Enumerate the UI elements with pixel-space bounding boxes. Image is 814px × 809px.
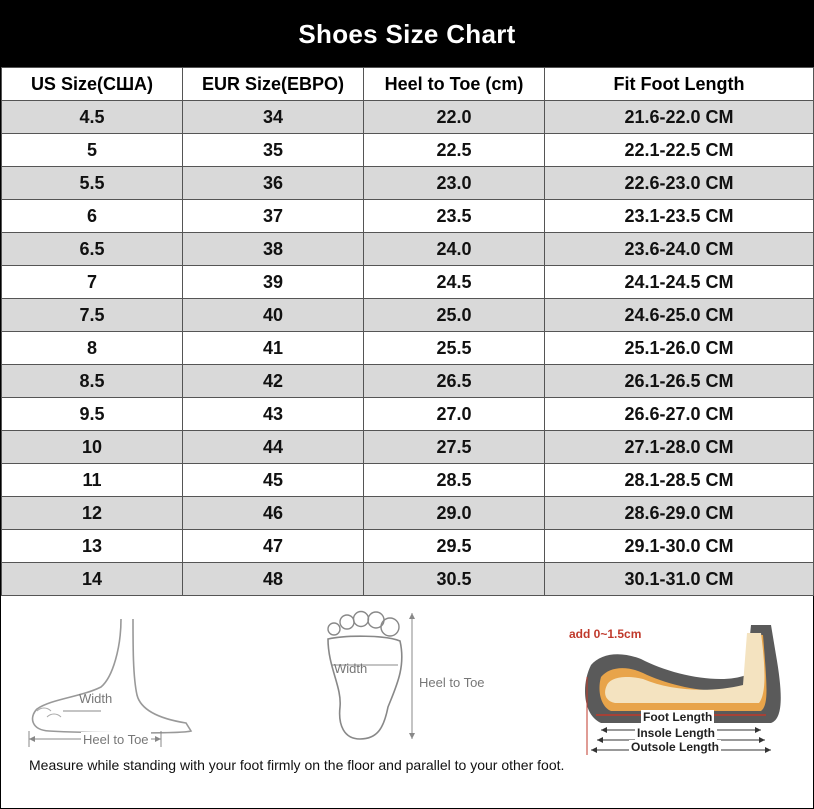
table-row [2,398,814,431]
side-foot-illustration [21,607,201,752]
cell-fit-foot-length: 30.1-31.0 CM [545,563,814,596]
top-foot-outline [328,636,402,739]
cell-eur-size: 34 [183,101,364,134]
table-row [2,563,814,596]
cell-heel-to-toe: 24.5 [364,266,545,299]
table-header-row [2,68,814,101]
cell-heel-to-toe: 25.5 [364,332,545,365]
cell-us-size: 8 [2,332,183,365]
cell-heel-to-toe: 23.5 [364,200,545,233]
cell-fit-foot-length: 24.6-25.0 CM [545,299,814,332]
side-width-label: Width [79,691,113,706]
table-row [2,332,814,365]
cell-eur-size: 36 [183,167,364,200]
cell-us-size: 13 [2,530,183,563]
table-row [2,233,814,266]
side-length-label: Heel to Toe [83,732,149,747]
side-foot-toes [37,708,61,717]
cell-us-size: 8.5 [2,365,183,398]
cell-us-size: 6.5 [2,233,183,266]
cell-us-size: 14 [2,563,183,596]
table-row [2,497,814,530]
cell-heel-to-toe: 29.5 [364,530,545,563]
outsole-length-label: Outsole Length [631,740,719,754]
cell-fit-foot-length: 28.6-29.0 CM [545,497,814,530]
table-row [2,431,814,464]
cell-eur-size: 39 [183,266,364,299]
cell-heel-to-toe: 29.0 [364,497,545,530]
cell-us-size: 12 [2,497,183,530]
foot-length-label: Foot Length [643,710,713,724]
cell-eur-size: 42 [183,365,364,398]
cell-us-size: 5.5 [2,167,183,200]
cell-eur-size: 35 [183,134,364,167]
cell-us-size: 7 [2,266,183,299]
cell-fit-foot-length: 24.1-24.5 CM [545,266,814,299]
table-row [2,200,814,233]
top-length-label: Heel to Toe [419,675,485,690]
cell-eur-size: 45 [183,464,364,497]
cell-heel-to-toe: 24.0 [364,233,545,266]
cell-eur-size: 41 [183,332,364,365]
add-margin-label: add 0~1.5cm [569,627,642,641]
cell-heel-to-toe: 27.5 [364,431,545,464]
cell-eur-size: 47 [183,530,364,563]
cell-fit-foot-length: 26.6-27.0 CM [545,398,814,431]
cell-heel-to-toe: 28.5 [364,464,545,497]
cell-us-size: 7.5 [2,299,183,332]
cell-eur-size: 48 [183,563,364,596]
cell-heel-to-toe: 27.0 [364,398,545,431]
table-body [2,101,814,596]
cell-fit-foot-length: 22.1-22.5 CM [545,134,814,167]
measurement-illustrations [1,597,813,809]
table-row [2,299,814,332]
cell-heel-to-toe: 23.0 [364,167,545,200]
cell-eur-size: 37 [183,200,364,233]
cell-fit-foot-length: 29.1-30.0 CM [545,530,814,563]
cell-fit-foot-length: 28.1-28.5 CM [545,464,814,497]
cell-us-size: 9.5 [2,398,183,431]
table-row [2,101,814,134]
insole-length-label: Insole Length [637,726,715,740]
measure-caption: Measure while standing with your foot firmly on the floor and parallel to your other foot. [29,757,565,773]
table-row [2,134,814,167]
title-bar [1,1,813,67]
chart-title: Shoes Size Chart [298,18,516,49]
cell-eur-size: 46 [183,497,364,530]
top-foot-illustration [316,607,426,747]
cell-heel-to-toe: 25.0 [364,299,545,332]
table-row [2,266,814,299]
header-eur-size: EUR Size(EBPO) [183,68,364,101]
cell-heel-to-toe: 22.5 [364,134,545,167]
cell-heel-to-toe: 22.0 [364,101,545,134]
cell-fit-foot-length: 22.6-23.0 CM [545,167,814,200]
cell-heel-to-toe: 30.5 [364,563,545,596]
table-row [2,167,814,200]
header-us-size: US Size(США) [2,68,183,101]
cell-eur-size: 40 [183,299,364,332]
cell-fit-foot-length: 25.1-26.0 CM [545,332,814,365]
cell-eur-size: 43 [183,398,364,431]
cell-eur-size: 44 [183,431,364,464]
cell-us-size: 4.5 [2,101,183,134]
cell-us-size: 5 [2,134,183,167]
table-row [2,530,814,563]
cell-fit-foot-length: 21.6-22.0 CM [545,101,814,134]
header-heel-to-toe: Heel to Toe (cm) [364,68,545,101]
cell-us-size: 11 [2,464,183,497]
table-row [2,464,814,497]
cell-us-size: 10 [2,431,183,464]
cell-fit-foot-length: 23.1-23.5 CM [545,200,814,233]
header-fit-foot-length: Fit Foot Length [545,68,814,101]
cell-eur-size: 38 [183,233,364,266]
cell-fit-foot-length: 26.1-26.5 CM [545,365,814,398]
cell-fit-foot-length: 23.6-24.0 CM [545,233,814,266]
cell-us-size: 6 [2,200,183,233]
cell-fit-foot-length: 27.1-28.0 CM [545,431,814,464]
table-row [2,365,814,398]
side-foot-outline [33,619,191,733]
top-width-label: Width [334,661,368,676]
cell-heel-to-toe: 26.5 [364,365,545,398]
size-table [1,67,814,596]
